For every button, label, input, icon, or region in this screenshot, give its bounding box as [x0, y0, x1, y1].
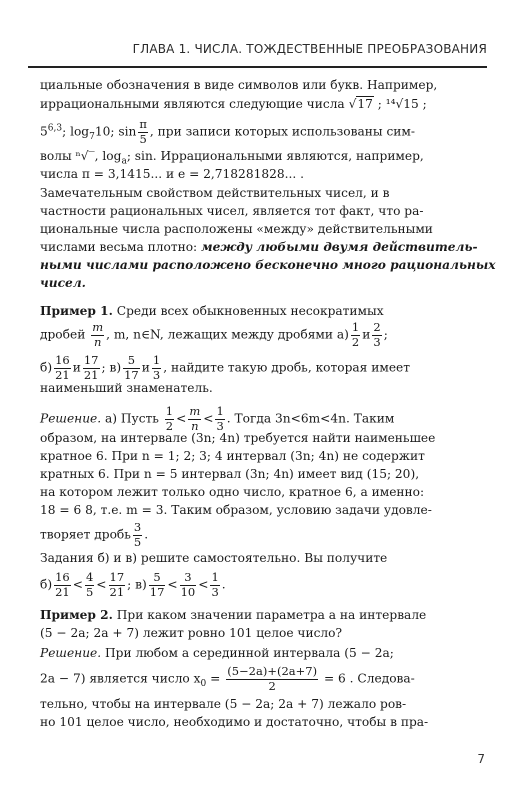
text-span: ; в) — [101, 360, 122, 375]
text-line — [40, 185, 475, 201]
text-line — [40, 550, 475, 566]
denominator: 5 — [139, 131, 147, 146]
text-span: (5 − 2a; 2a + 7) лежит ровно 101 целое число? — [40, 626, 343, 640]
numerator: 1 — [216, 404, 224, 418]
text-span: и — [72, 360, 81, 375]
text-line — [40, 714, 475, 730]
text-line — [40, 466, 475, 482]
text-span: числа π = 3,1415... и e = 2,718281828... . — [40, 167, 304, 181]
solution-label: Решение. — [40, 646, 102, 660]
fraction — [372, 322, 381, 348]
text-line — [40, 448, 475, 464]
text-span: дробей — [40, 327, 90, 342]
text-line — [40, 166, 475, 182]
solution-label: Решение. — [40, 411, 102, 426]
fraction — [138, 119, 148, 145]
text-span: Задания б) и в) решите самостоятельно. Вы получите — [40, 551, 388, 565]
fraction — [149, 572, 166, 598]
numerator: 3 — [133, 520, 142, 534]
fraction — [54, 355, 71, 381]
fraction — [351, 322, 360, 348]
numerator: 2 — [373, 320, 381, 334]
denominator: 5 — [85, 584, 94, 599]
fraction — [152, 355, 161, 381]
text-line — [40, 221, 475, 237]
text-span: наименьший знаменатель. — [40, 381, 213, 395]
text-span: , при записи которых использованы сим- — [149, 124, 415, 139]
subscript: a — [121, 156, 127, 167]
text-line — [40, 77, 475, 93]
numerator: π — [139, 117, 147, 131]
text-line — [40, 522, 475, 548]
text-line — [40, 430, 475, 446]
text-line — [40, 696, 475, 712]
text-line — [40, 239, 478, 255]
fraction — [226, 666, 318, 692]
denominator: 2 — [165, 418, 174, 433]
fraction — [165, 406, 174, 432]
text-span: При любом a серединной интервала (5 − 2a; — [101, 646, 394, 660]
text-span: ; sin. Иррациональными являются, например, — [126, 149, 424, 163]
text-span: ; ¹⁴√15 ; — [373, 97, 427, 111]
example-title: Пример 1. — [40, 304, 113, 318]
numerator: m — [189, 404, 201, 418]
text-span: числами весьма плотно: — [40, 240, 202, 254]
text-span: ; log — [62, 124, 90, 139]
text-span: , m, n∈N, лежащих между дробями а) — [106, 327, 349, 342]
text-line — [40, 625, 475, 641]
numerator: 1 — [211, 570, 219, 584]
text-span: и — [141, 360, 150, 375]
denominator: n — [191, 418, 199, 433]
text-span: б) — [40, 577, 53, 592]
emphasis-line: ными числами расположено бесконечно много рациональных — [40, 258, 496, 272]
text-line — [40, 666, 475, 692]
sqrt-arg: 17 — [357, 97, 373, 111]
superscript: 6,3 — [47, 123, 63, 134]
text-span: Замечательным свойством действительных чисел, и в — [40, 186, 390, 200]
fraction — [180, 572, 197, 598]
text-span: иррациональными являются следующие числа √ — [40, 97, 357, 111]
text-line — [40, 303, 475, 319]
text-span: = 6 . Следова- — [320, 671, 415, 686]
fraction — [123, 355, 140, 381]
fraction — [54, 572, 71, 598]
text-line — [40, 119, 475, 145]
subscript: 7 — [89, 131, 95, 142]
text-span: < — [176, 411, 187, 426]
denominator: n — [93, 334, 102, 349]
text-span: а) Пусть — [101, 411, 163, 426]
text-span: 18 = 6 8, т.е. m = 3. Таким образом, условию задачи удовле- — [40, 503, 432, 517]
fraction — [91, 322, 104, 348]
denominator: 3 — [152, 367, 161, 382]
chapter-header: ГЛАВА 1. ЧИСЛА. ТОЖДЕСТВЕННЫЕ ПРЕОБРАЗОВАНИЯ — [132, 42, 487, 56]
text-line — [40, 484, 475, 500]
text-span: 10; sin — [94, 124, 137, 139]
text-span: но 101 целое число, необходимо и достаточно, чтобы в пра- — [40, 715, 429, 729]
denominator: 2 — [268, 678, 276, 693]
text-span: циональные числа расположены «между» действительными — [40, 222, 433, 236]
text-line — [40, 502, 475, 518]
denominator: 17 — [124, 367, 139, 382]
page-number: 7 — [477, 752, 485, 766]
denominator: 3 — [216, 418, 224, 433]
numerator: 1 — [351, 320, 360, 334]
text-span: творяет дробь — [40, 527, 131, 542]
text-line: дробей $\frac{m}{n}$ , m, n∈N, лежащих между дробями а) $\frac{1}{2}$ и $\frac{2}{3}$ ; — [40, 320, 388, 349]
fraction — [85, 572, 94, 598]
fraction — [133, 522, 142, 548]
text-line — [40, 203, 475, 219]
denominator: 21 — [55, 367, 70, 382]
text-span: циальные обозначения в виде символов или букв. Например, — [40, 78, 438, 92]
denominator: 2 — [351, 334, 360, 349]
text-span: ; в) — [127, 577, 147, 592]
numerator: 17 — [83, 353, 99, 367]
text-line — [40, 380, 475, 396]
numerator: 1 — [165, 404, 174, 418]
text-span: на котором лежит только одно число, кратное 6, а именно: — [40, 485, 425, 499]
denominator: 3 — [211, 584, 219, 599]
text-span: кратное 6. При n = 1; 2; 3; 4 интервал (3n; 4n) не содержит — [40, 449, 425, 463]
text-line — [40, 355, 475, 381]
numerator: m — [92, 320, 104, 334]
text-span: . — [144, 527, 149, 542]
fraction — [83, 355, 100, 381]
text-span: образом, на интервале (3n; 4n) требуется найти наименьшее — [40, 431, 436, 445]
fraction — [109, 572, 126, 598]
text-line — [40, 645, 475, 661]
denominator: 17 — [149, 584, 165, 599]
numerator: 4 — [85, 570, 94, 584]
text-span: тельно, чтобы на интервале (5 − 2a; 2a + 7) лежало ров- — [40, 697, 407, 711]
emphasis-line: чисел. — [40, 276, 86, 290]
text-span: . Тогда 3n<6m<4n. Таким — [226, 411, 395, 426]
text-line — [40, 406, 475, 432]
numerator: 5 — [149, 572, 166, 586]
numerator: (5−2a)+(2a+7) — [227, 664, 318, 678]
text-span: и — [362, 327, 371, 342]
text-span: , найдите такую дробь, которая имеет — [163, 360, 410, 375]
text-span: частности рациональных чисел, является тот факт, что ра- — [40, 204, 424, 218]
text-span: < — [198, 577, 209, 592]
text-span: < — [96, 577, 107, 592]
denominator: 21 — [109, 584, 125, 599]
subscript: 0 — [200, 678, 207, 689]
text-span: < — [72, 577, 83, 592]
numerator: 3 — [180, 572, 197, 586]
text-line — [40, 96, 475, 112]
numerator: 16 — [55, 570, 70, 584]
text-span: кратных 6. При n = 5 интервал (3n; 4n) имеет вид (15; 20), — [40, 467, 420, 481]
denominator: 10 — [180, 584, 196, 599]
numerator: 1 — [152, 353, 161, 367]
denominator: 5 — [133, 534, 142, 549]
denominator: 21 — [55, 584, 70, 599]
text-span: < — [167, 577, 178, 592]
text-span: 2a − 7) является число x — [40, 671, 201, 686]
header-rule — [28, 66, 487, 68]
fraction — [215, 406, 224, 432]
text-span: = — [206, 671, 225, 686]
text-span: Среди всех обыкновенных несократимых — [112, 304, 384, 318]
text-line — [40, 607, 475, 623]
example-title: Пример 2. — [40, 608, 113, 622]
numerator: 16 — [55, 353, 70, 367]
text-span: 5 — [40, 124, 48, 139]
numerator: 17 — [109, 570, 125, 584]
fraction — [210, 572, 219, 598]
text-line — [40, 572, 475, 598]
text-span: волы ⁿ√‾, log — [40, 149, 122, 163]
fraction — [188, 406, 201, 432]
text-span: . — [221, 577, 226, 592]
text-span: При каком значении параметра a на интервале — [112, 608, 427, 622]
numerator: 5 — [123, 355, 140, 369]
denominator: 3 — [373, 334, 381, 349]
denominator: 21 — [83, 367, 99, 382]
text-span: б) — [40, 360, 53, 375]
emphasis-text: между любыми двумя действитель- — [201, 240, 478, 254]
text-span: < — [203, 411, 214, 426]
